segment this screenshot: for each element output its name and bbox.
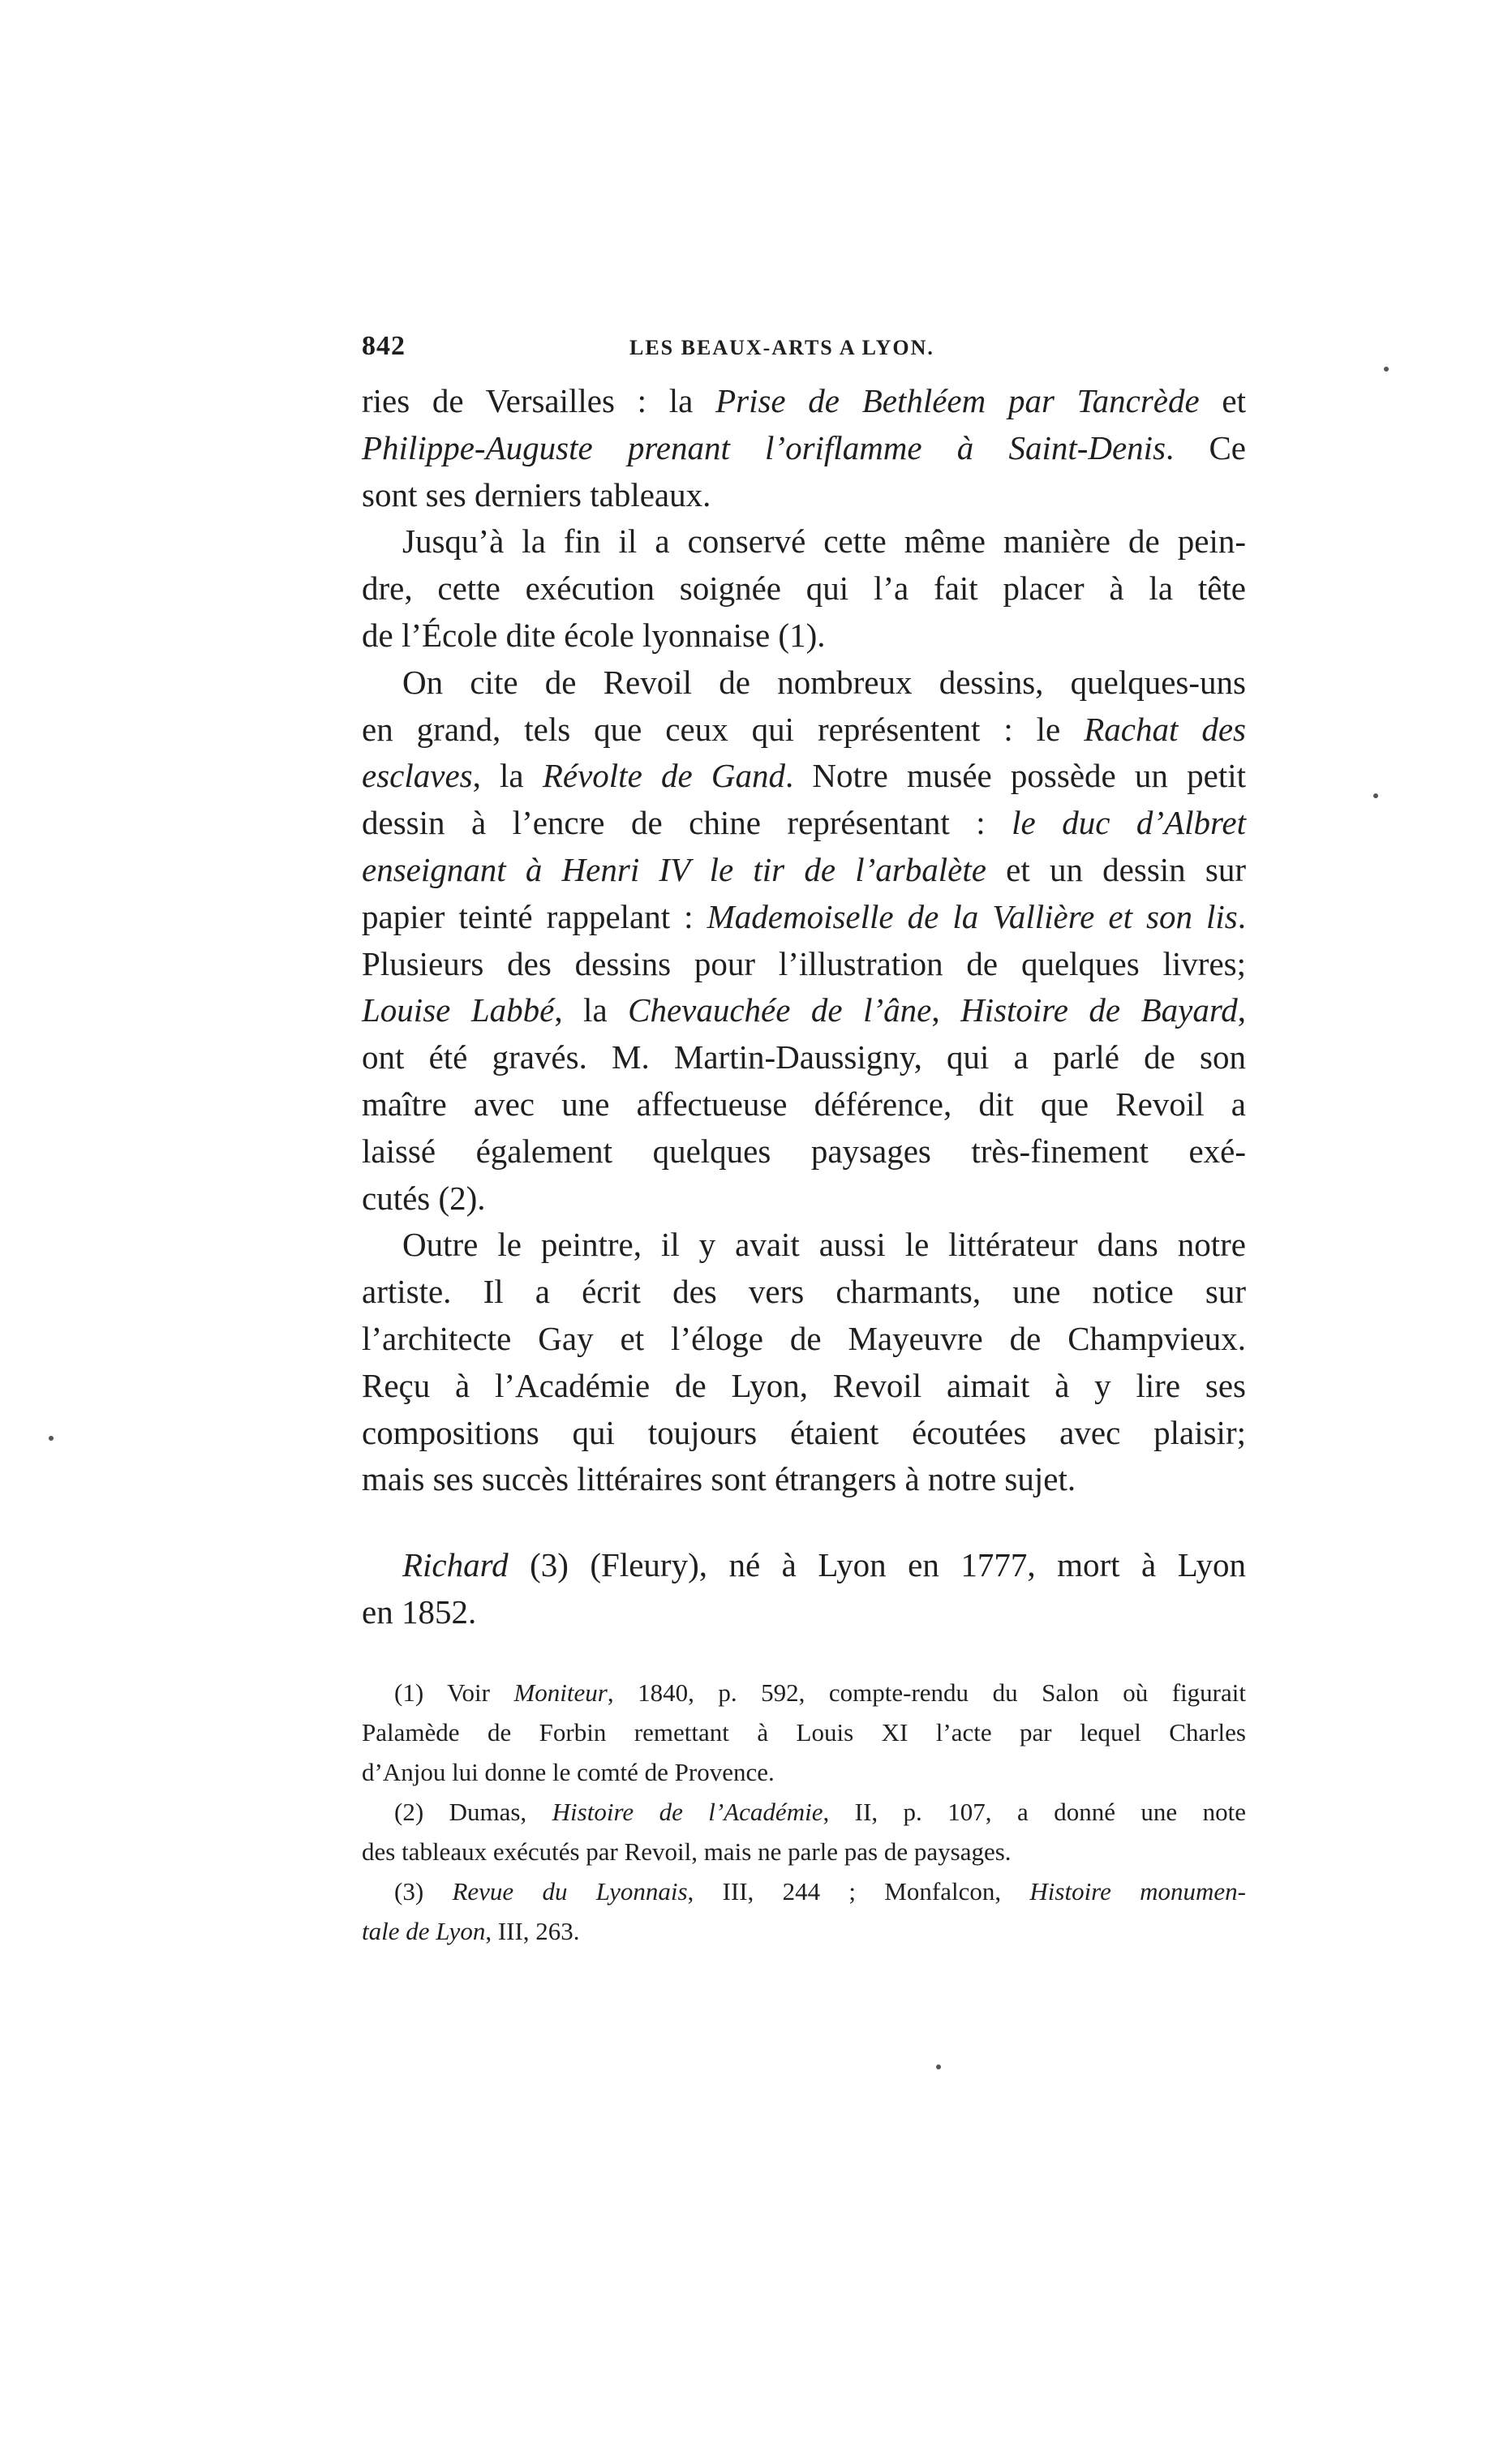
text-line: Reçu à l’Académie de Lyon, Revoil aimait à y lire ses <box>362 1366 1246 1404</box>
footnote-line: (3) Revue du Lyonnais, III, 244 ; Monfalcon, Histoire monumen- <box>394 1877 1247 1906</box>
text-line: en grand, tels que ceux qui représentent : le Rachat des <box>362 710 1246 748</box>
page-header <box>362 331 1248 363</box>
text-line: Philippe-Auguste prenant l’oriflamme à Saint-Denis. Ce <box>362 428 1247 466</box>
footnote-line: (2) Dumas, Histoire de l’Académie, II, p. 107, a donné une note <box>394 1798 1247 1826</box>
body-text <box>362 378 1246 1636</box>
paper-speck <box>49 1436 54 1441</box>
text-line: Louise Labbé, la Chevauchée de l’âne, Histoire de Bayard, <box>362 991 1246 1029</box>
text-line: laissé également quelques paysages très-finement exé- <box>362 1132 1246 1170</box>
paragraph-gap <box>362 1503 1246 1542</box>
text-line: de l’École dite école lyonnaise (1). <box>362 616 826 654</box>
text-line: papier teinté rappelant : Mademoiselle de la Vallière et son lis. <box>362 897 1247 935</box>
text-line: l’architecte Gay et l’éloge de Mayeuvre de Champvieux. <box>362 1319 1246 1357</box>
paper-speck <box>1384 367 1389 372</box>
text-line: On cite de Revoil de nombreux dessins, quelques-uns <box>402 663 1246 701</box>
text-line: esclaves, la Révolte de Gand. Notre musée possède un petit <box>362 757 1247 795</box>
running-title: LES BEAUX-ARTS A LYON. <box>629 336 934 359</box>
footnote-line: Palamède de Forbin remettant à Louis XI l’acte par lequel Charles <box>362 1718 1246 1747</box>
footnote-line: d’Anjou lui donne le comté de Provence. <box>362 1758 775 1786</box>
text-line: artiste. Il a écrit des vers charmants, une notice sur <box>362 1273 1246 1311</box>
text-line: mais ses succès littéraires sont étrangers à notre sujet. <box>362 1460 1076 1498</box>
paper-speck <box>1373 793 1378 798</box>
text-line: ont été gravés. M. Martin-Daussigny, qui a parlé de son <box>362 1038 1246 1076</box>
text-line: Outre le peintre, il y avait aussi le littérateur dans notre <box>402 1226 1246 1264</box>
page-number: 842 <box>362 331 406 361</box>
text-line: enseignant à Henri IV le tir de l’arbalète et un dessin sur <box>362 850 1246 888</box>
text-line: en 1852. <box>362 1592 477 1631</box>
text-line: Richard (3) (Fleury), né à Lyon en 1777, mort à Lyon <box>402 1546 1246 1584</box>
paper-speck <box>936 2065 941 2069</box>
text-line: sont ses derniers tableaux. <box>362 475 711 513</box>
text-line: dre, cette exécution soignée qui l’a fait placer à la tête <box>362 569 1246 608</box>
footnote-line: tale de Lyon, III, 263. <box>362 1917 580 1945</box>
text-line: Jusqu’à la fin il a conservé cette même manière de pein- <box>402 522 1246 561</box>
text-line: cutés (2). <box>362 1179 486 1217</box>
text-line: Plusieurs des dessins pour l’illustration de quelques livres; <box>362 944 1246 982</box>
footnote-line: des tableaux exécutés par Revoil, mais ne parle pas de paysages. <box>362 1837 1012 1866</box>
footnotes <box>362 1673 1246 1951</box>
text-line: dessin à l’encre de chine représentant : le duc d’Albret <box>362 804 1246 842</box>
text-line: ries de Versailles : la Prise de Bethléem par Tancrède et <box>362 382 1246 419</box>
footnote-line: (1) Voir Moniteur, 1840, p. 592, compte-rendu du Salon où figurait <box>394 1678 1246 1707</box>
text-line: maître avec une affectueuse déférence, dit que Revoil a <box>362 1085 1246 1123</box>
text-line: compositions qui toujours étaient écoutées avec plaisir; <box>362 1413 1246 1451</box>
